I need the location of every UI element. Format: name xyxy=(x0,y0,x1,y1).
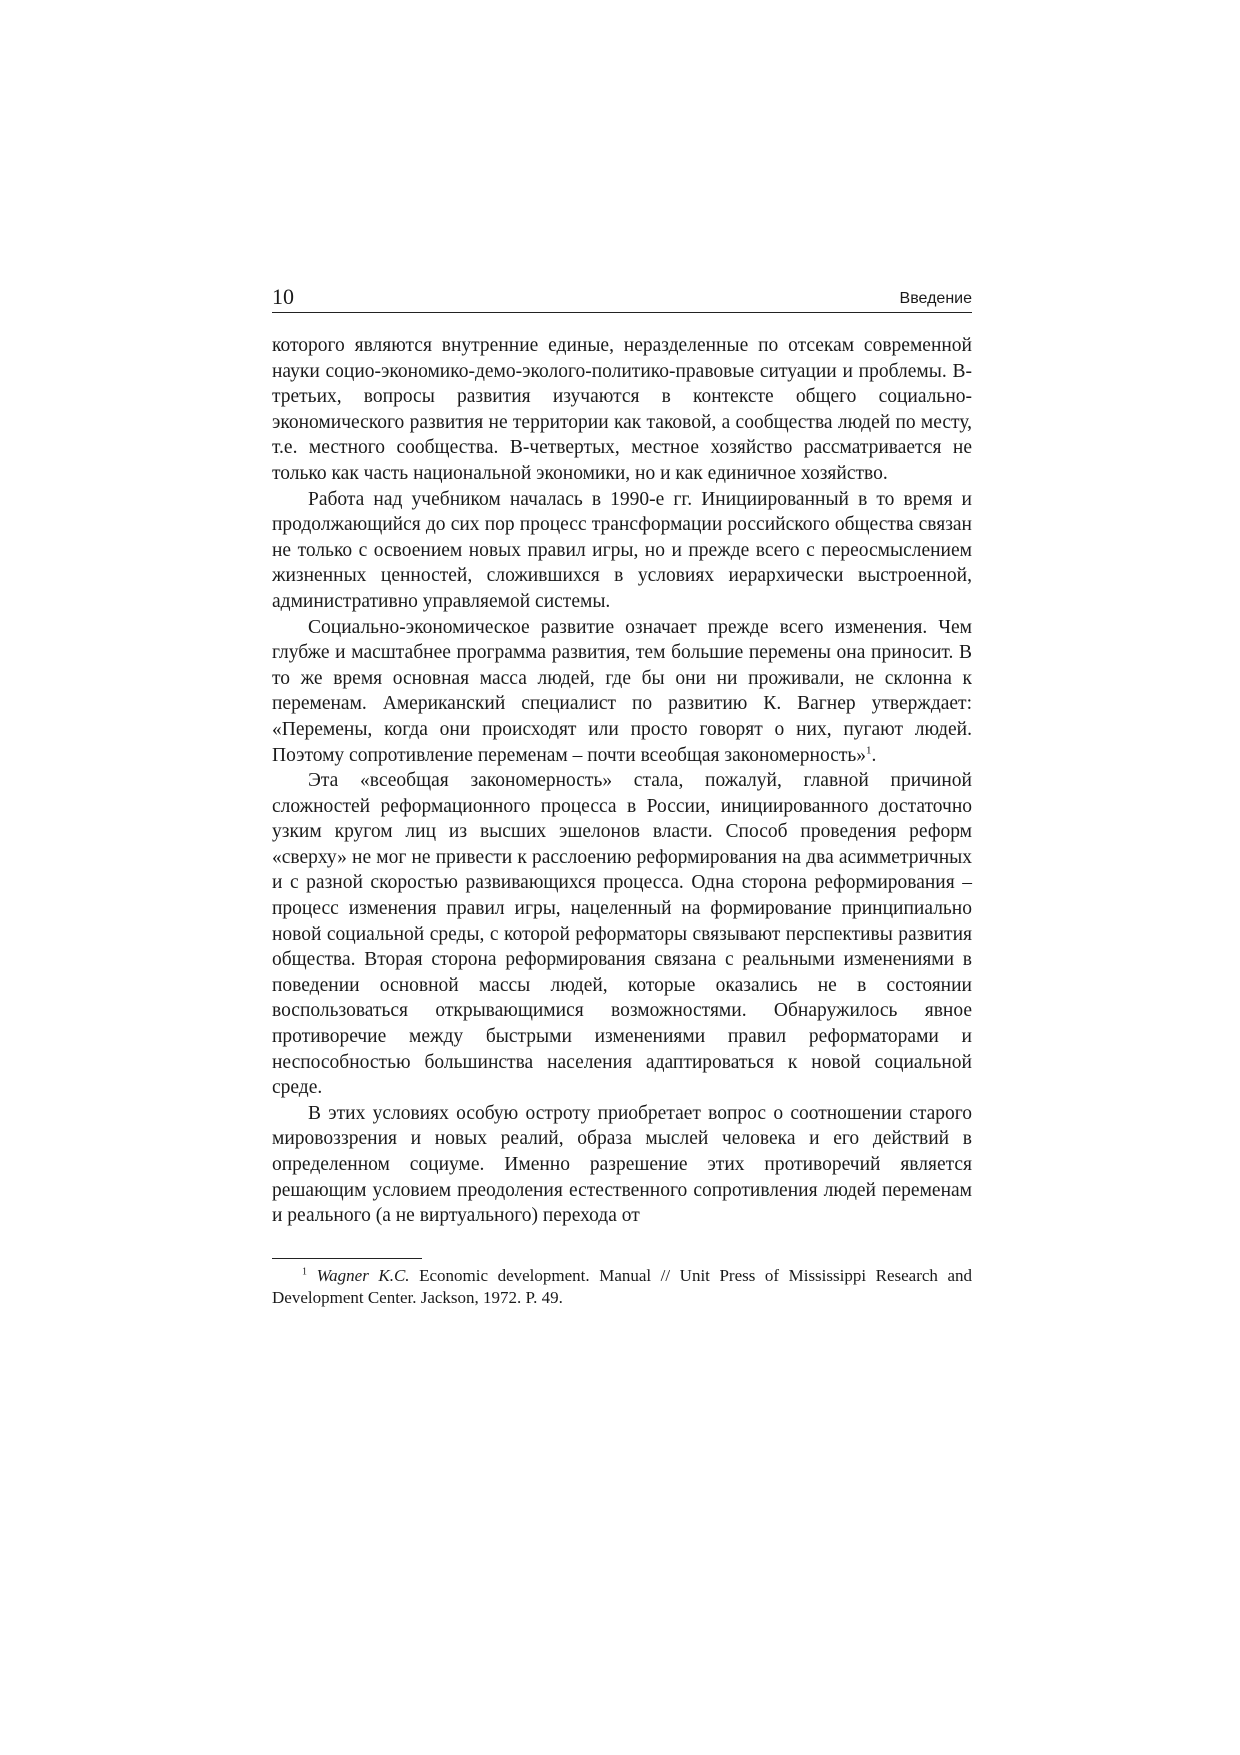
section-title: Введение xyxy=(899,290,972,307)
running-head xyxy=(272,282,972,313)
footnote-divider xyxy=(272,1258,422,1259)
footnote-reference[interactable]: 1 xyxy=(866,744,872,756)
book-page xyxy=(272,282,972,1326)
paragraph-4: Эта «всеобщая закономерность» стала, пожалуй, главной причиной сложностей реформационного процесса в России, инициированного достаточно узким кругом лиц из высших эшелонов власти. Способ проведения реформ «сверху» не мог не привести к расслоению реформирования на два асимметричных и с разной скоростью развивающихся процесса. Одна сторона реформирования – процесс изменения правил игры, нацеленный на формирование принципиально новой социальной среды, с которой реформаторы связывают перспективы развития общества. Вторая сторона реформирования связана с реальными изменениями в поведении основной массы людей, которые оказались не в состоянии воспользоваться открывающимися возможностями. Обнаружилось явное противоречие между быстрыми изменениями правил реформаторами и неспособностью большинства населения адаптироваться к новой социальной среде. xyxy=(272,770,972,1099)
paragraph-3-period: . xyxy=(871,744,877,766)
paragraph-2: Работа над учебником началась в 1990-е гг. Инициированный в то время и продолжающийся до сих пор процесс трансформации российского общества связан не только с освоением новых правил игры, но и прежде всего с переосмыслением жизненных ценностей, сложившихся в условиях иерархически выстроенной, административно управляемой системы. xyxy=(272,488,972,612)
footnote-text: Economic development. Manual // Unit Press of Mississippi Research and Development Center. Jackson, 1972. P. 49. xyxy=(272,1265,973,1307)
paragraph-3-text: Социально-экономическое развитие означает прежде всего изменения. Чем глубже и масштабнее программа развития, тем большие перемены она приносит. В то же время основная масса людей, где бы они ни проживали, не склонна к переменам. Американский специалист по развитию К. Вагнер утверждает: «Перемены, когда они происходят или просто говорят о них, пугают людей. Поэтому сопротивление переменам – почти всеобщая закономерность» xyxy=(272,616,972,766)
paragraph-1: которого являются внутренние единые, неразделенные по отсекам современной науки социо-экономико-демо-эколого-политико-правовые ситуации и проблемы. В-третьих, вопросы развития изучаются в контексте общего социально-экономического развития не территории как таковой, а сообщества людей по месту, т.е. местного сообщества. В-четвертых, местное хозяйство рассматривается не только как часть национальной экономики, но и как единичное хозяйство. xyxy=(272,335,972,484)
footnote-marker: 1 xyxy=(302,1266,307,1278)
footnote-author: Wagner K.C. xyxy=(316,1265,410,1285)
footnote xyxy=(272,1265,972,1309)
body-text xyxy=(272,333,972,1229)
paragraph-5: В этих условиях особую остроту приобретает вопрос о соотношении старого мировоззрения и новых реалий, образа мыслей человека и его действий в определенном социуме. Именно разрешение этих противоречий является решающим условием преодоления естественного сопротивления людей переменам и реального (а не виртуального) перехода от xyxy=(272,1102,972,1227)
page-number: 10 xyxy=(272,284,294,309)
paragraph-3 xyxy=(272,615,972,769)
